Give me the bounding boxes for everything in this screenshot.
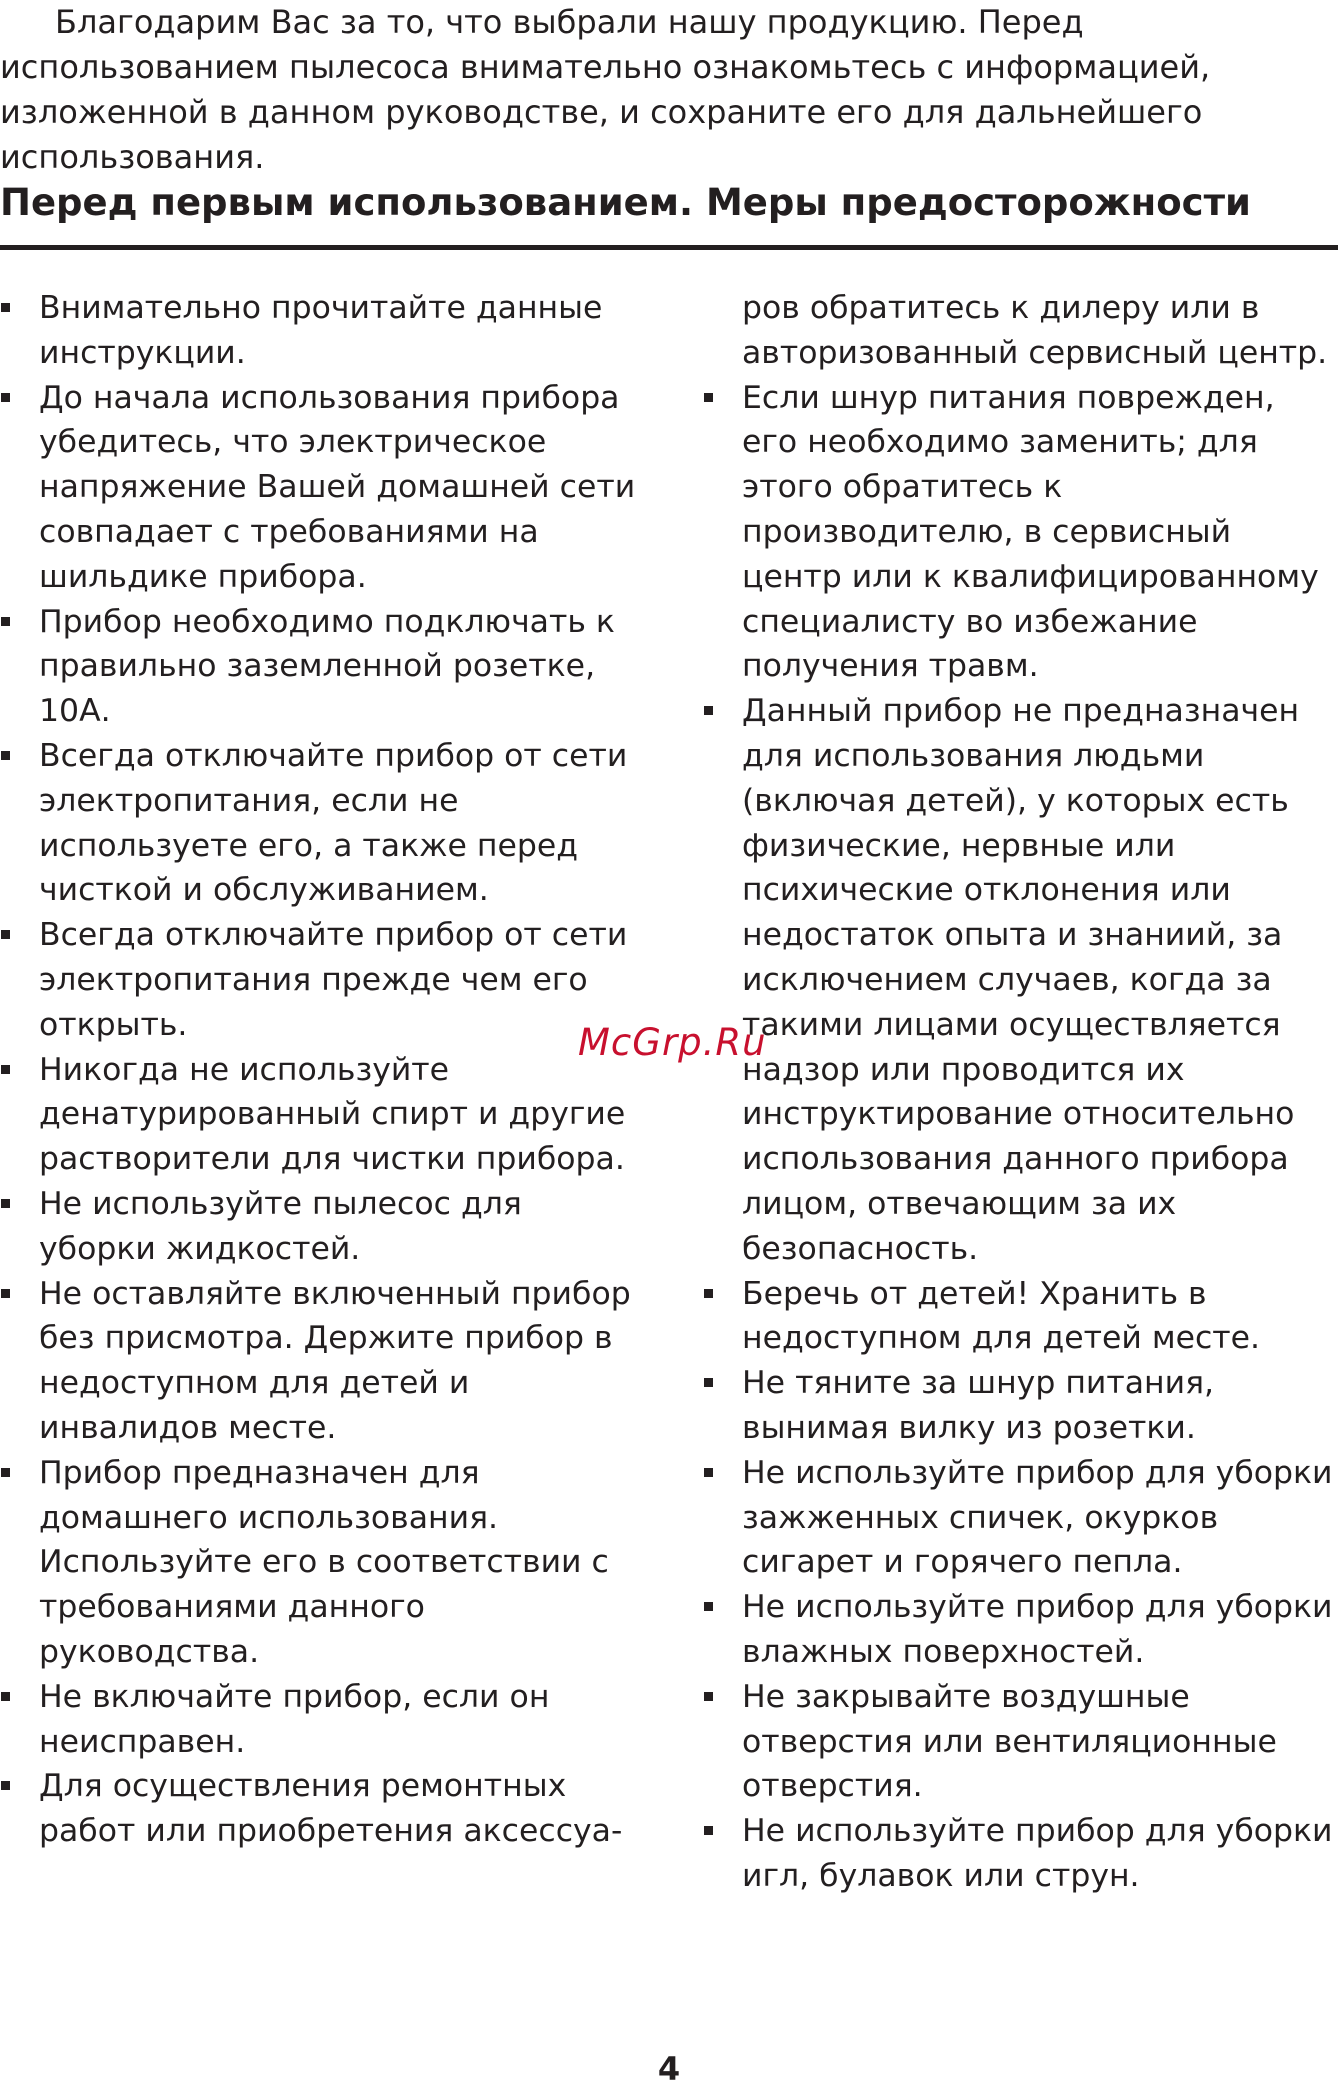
list-item-text: Не тяните за шнур питания, вынимая вилку из розетки. bbox=[742, 1365, 1215, 1446]
list-item bbox=[703, 1675, 1338, 1809]
list-item bbox=[0, 913, 640, 1047]
list-item-text: Прибор необходимо подключать к правильно заземленной розетке, 10А. bbox=[39, 603, 615, 730]
list-item bbox=[0, 1048, 640, 1182]
bullet-icon bbox=[1, 751, 10, 760]
list-item-text: Внимательно прочитайте данные инструкции. bbox=[39, 290, 603, 371]
list-item-text: Для осуществления ремонтных работ или приобретения аксессуа- bbox=[39, 1768, 623, 1850]
precautions-list-left bbox=[0, 286, 640, 1854]
bullet-icon bbox=[704, 706, 713, 715]
list-item bbox=[0, 1764, 640, 1854]
list-item-text: Не закрывайте воздушные отверстия или вентиляционные отверстия. bbox=[742, 1678, 1277, 1805]
title-divider bbox=[0, 245, 1338, 250]
list-item-text: До начала использования прибора убедитесь, что электрическое напряжение Вашей домашней сети совпадает с требованиями на шильдике прибора. bbox=[39, 379, 636, 595]
list-item-text: Не используйте прибор для уборки влажных поверхностей. bbox=[742, 1589, 1333, 1670]
list-item-text: Никогда не используйте денатурированный спирт и другие растворители для чистки прибора. bbox=[39, 1051, 626, 1178]
list-item bbox=[0, 1272, 640, 1451]
list-item-text: Всегда отключайте прибор от сети электропитания прежде чем его открыть. bbox=[39, 917, 628, 1043]
bullet-icon bbox=[1, 1065, 10, 1074]
bullet-icon bbox=[704, 1826, 713, 1835]
list-item bbox=[0, 376, 640, 600]
list-item-text: Не используйте прибор для уборки зажженных спичек, окурков сигарет и горячего пепла. bbox=[742, 1454, 1333, 1581]
bullet-icon bbox=[1, 617, 10, 626]
bullet-icon bbox=[1, 1781, 10, 1790]
bullet-icon bbox=[1, 1468, 10, 1477]
list-item-text: ров обратитесь к дилеру или в авторизованный сервисный центр. bbox=[742, 290, 1328, 371]
list-item bbox=[0, 1675, 640, 1765]
list-item bbox=[703, 376, 1338, 690]
list-item bbox=[703, 1585, 1338, 1675]
list-item-text: Беречь от детей! Хранить в недоступном для детей месте. bbox=[742, 1275, 1261, 1357]
list-item bbox=[0, 600, 640, 734]
list-item-text: Прибор предназначен для домашнего использования. Используйте его в соответствии с требованиями данного руководства. bbox=[39, 1454, 609, 1670]
bullet-icon bbox=[1, 1692, 10, 1701]
bullet-icon bbox=[1, 303, 10, 312]
list-item-text: Не используйте прибор для уборки игл, булавок или струн. bbox=[742, 1813, 1333, 1894]
watermark: McGrp.Ru bbox=[578, 1021, 767, 1064]
list-item-text: Данный прибор не предназначен для использования людьми (включая детей), у которых есть физические, нервные или психические отклонения или недостаток опыта и знаниий, за исключением случаев, когда за такими лицами осуществляется надзор или проводится их инструктирование относительно использования данного прибора лицом, отвечающим за их безопасность. bbox=[742, 693, 1300, 1267]
list-item bbox=[703, 689, 1338, 1271]
bullet-icon bbox=[704, 1468, 713, 1477]
bullet-icon bbox=[704, 1602, 713, 1611]
list-item bbox=[0, 1182, 640, 1272]
list-item bbox=[0, 1451, 640, 1675]
list-item-text: Всегда отключайте прибор от сети электропитания, если не используете его, а также перед чисткой и обслуживанием. bbox=[39, 737, 628, 909]
list-item-text: Если шнур питания поврежден, его необходимо заменить; для этого обратитесь к производителю, в сервисный центр или к квалифицированному специалисту во избежание получения травм. bbox=[742, 379, 1319, 685]
bullet-icon bbox=[1, 1199, 10, 1208]
precautions-list-right bbox=[703, 286, 1338, 1899]
bullet-icon bbox=[704, 1378, 713, 1387]
list-item bbox=[703, 1272, 1338, 1362]
bullet-icon bbox=[1, 1289, 10, 1298]
bullet-icon bbox=[704, 1289, 713, 1298]
bullet-icon bbox=[704, 393, 713, 402]
bullet-icon bbox=[704, 1692, 713, 1701]
list-item-text: Не включайте прибор, если он неисправен. bbox=[39, 1678, 550, 1760]
list-item bbox=[703, 1361, 1338, 1451]
list-item-continuation bbox=[703, 286, 1338, 376]
list-item-text: Не оставляйте включенный прибор без присмотра. Держите прибор в недоступном для детей и инвалидов месте. bbox=[39, 1275, 631, 1446]
list-item bbox=[0, 734, 640, 913]
section-title: Перед первым использованием. Меры предосторожности bbox=[0, 181, 1251, 224]
list-item bbox=[703, 1451, 1338, 1585]
list-item-text: Не используйте пылесос для уборки жидкостей. bbox=[39, 1185, 522, 1267]
bullet-icon bbox=[1, 393, 10, 402]
list-item bbox=[703, 1809, 1338, 1899]
list-item bbox=[0, 286, 640, 376]
intro-paragraph: Благодарим Вас за то, что выбрали нашу продукцию. Перед использованием пылесоса внимательно ознакомьтесь с информацией, изложенной в данном руководстве, и сохраните его для дальнейшего использования. bbox=[0, 3, 1211, 176]
bullet-icon bbox=[1, 930, 10, 939]
page-number: 4 bbox=[657, 2050, 681, 2088]
